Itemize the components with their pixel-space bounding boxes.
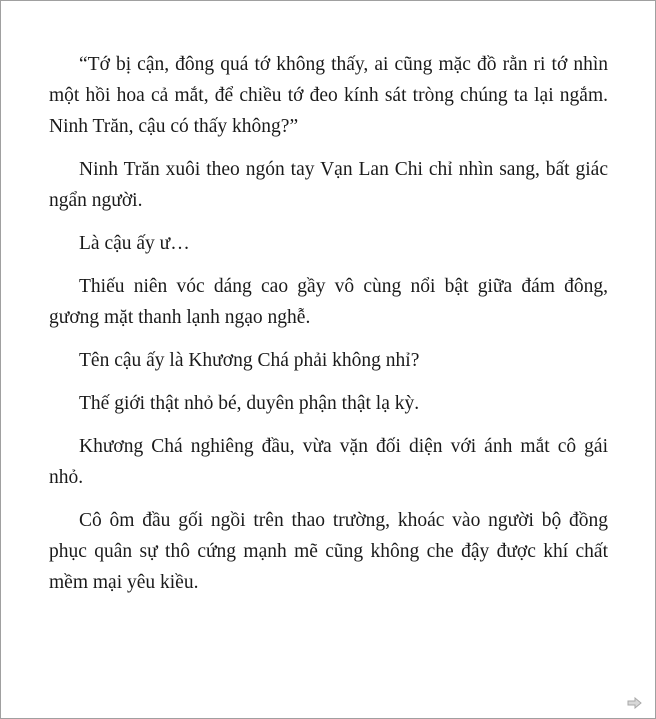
paragraph-3: Là cậu ấy ư… [79,233,190,254]
paragraph-4: Thiếu niên vóc dáng cao gầy vô cùng nổi bật giữa đám đông, gương mặt thanh lạnh ngạo nghễ. [49,276,608,328]
paragraph-5: Tên cậu ấy là Khương Chá phải không nhỉ? [79,350,420,371]
document-body [49,49,608,610]
paragraph-1: “Tớ bị cận, đông quá tớ không thấy, ai cũng mặc đồ rằn ri tớ nhìn một hồi hoa cả mắt, để chiều tớ đeo kính sát tròng chúng ta lại ngắm. Ninh Trăn, cậu có thấy không?” [49,54,608,137]
paragraph-6: Thế giới thật nhỏ bé, duyên phận thật lạ kỳ. [79,393,420,414]
paragraph-2: Ninh Trăn xuôi theo ngón tay Vạn Lan Chi chỉ nhìn sang, bất giác ngẩn người. [49,159,608,211]
paragraph-8: Cô ôm đầu gối ngồi trên thao trường, khoác vào người bộ đồng phục quân sự thô cứng mạnh mẽ cũng không che đậy được khí chất mềm mại yêu kiều. [49,510,608,593]
paragraph-7: Khương Chá nghiêng đầu, vừa vặn đối diện với ánh mắt cô gái nhỏ. [49,436,608,488]
next-page-arrow-icon[interactable] [627,696,643,708]
